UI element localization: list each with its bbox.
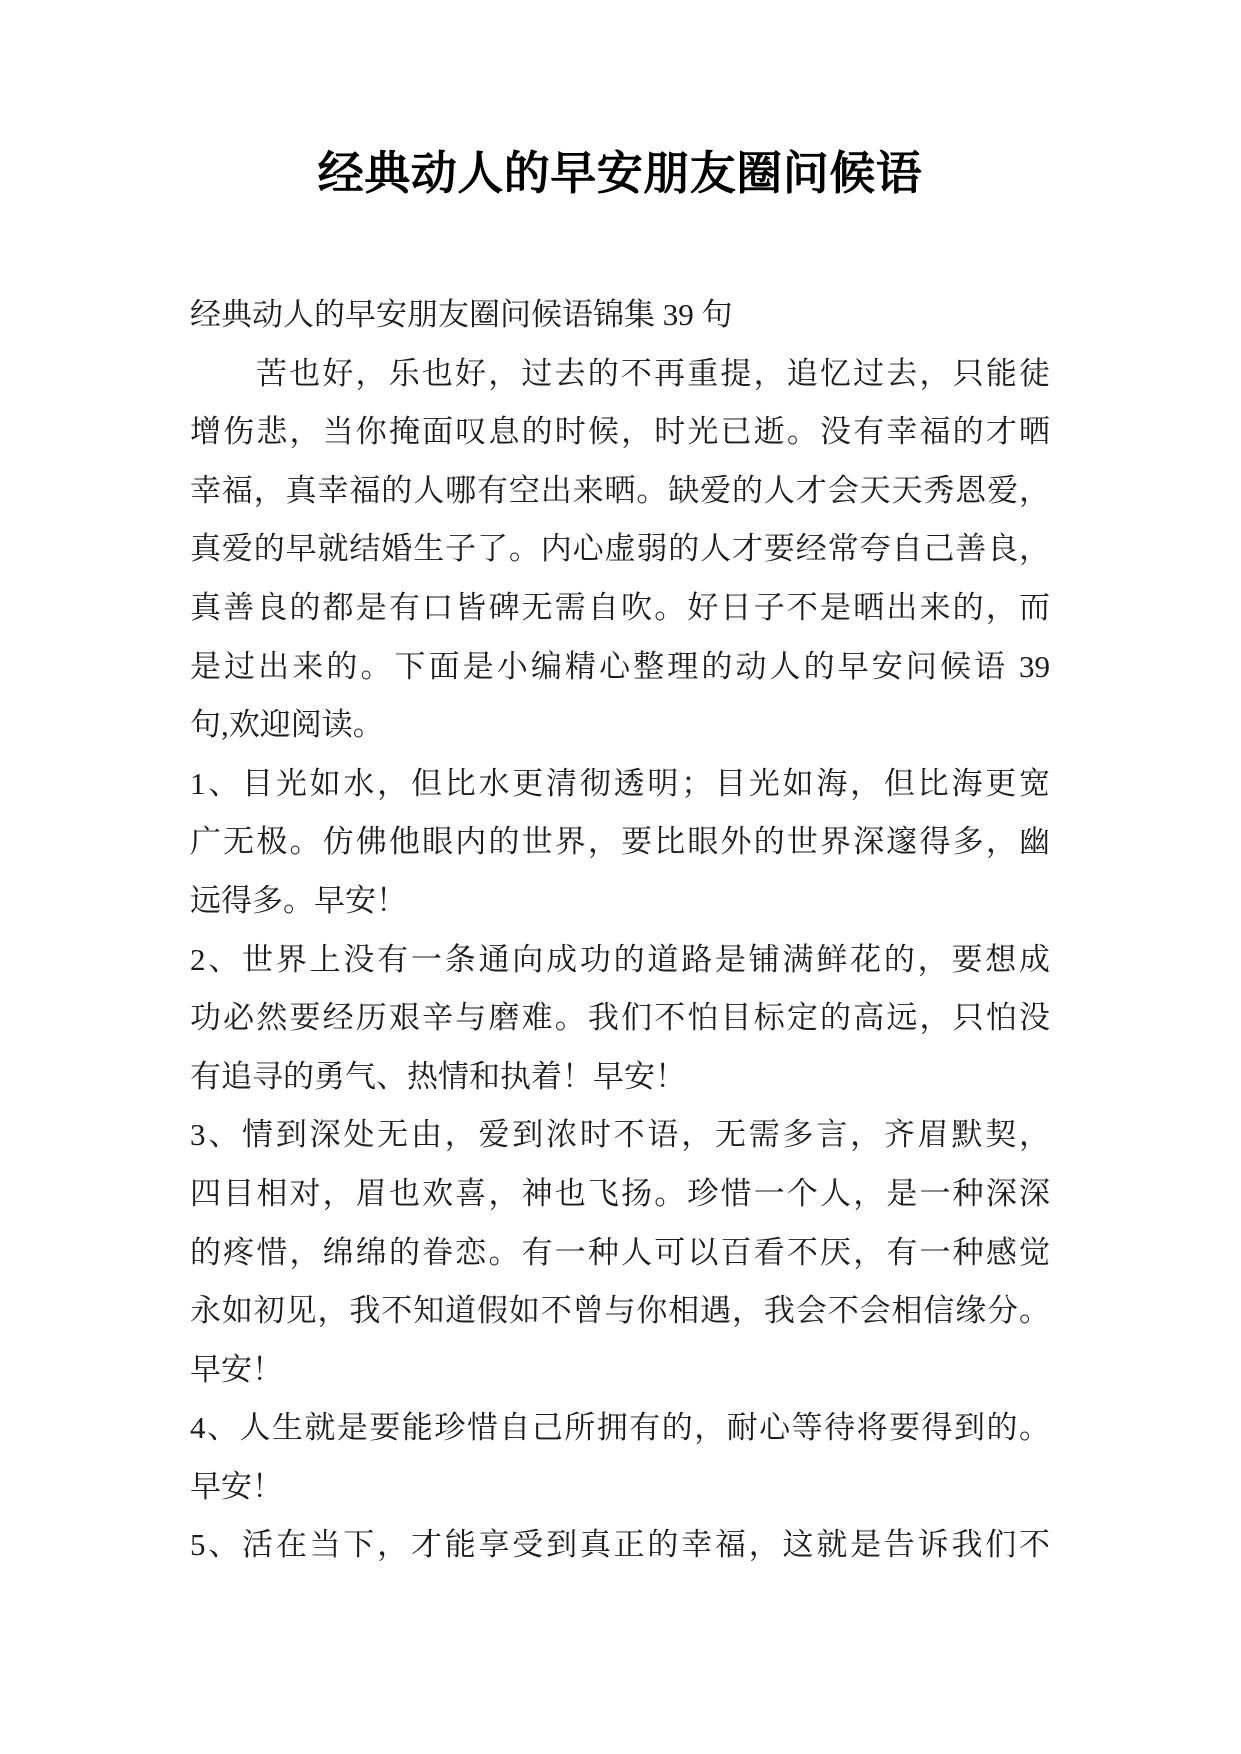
text-line: 幸福，真幸福的人哪有空出来晒。缺爱的人才会天天秀恩爱， (190, 472, 1050, 508)
text-line: 四目相对，眉也欢喜，神也飞扬。珍惜一个人，是一种深深 (190, 1175, 1050, 1211)
text-line: 早安！ (190, 1351, 283, 1387)
paragraph-item-4 (190, 1399, 1050, 1516)
paragraph-subtitle (190, 286, 1050, 345)
text-line: 是过出来的。下面是小编精心整理的动人的早安问候语 39 (190, 648, 1050, 684)
text-line: 功必然要经历艰辛与磨难。我们不怕目标定的高远，只怕没 (190, 1000, 1050, 1036)
text-line: 2、世界上没有一条通向成功的道路是铺满鲜花的，要想成 (190, 941, 1050, 977)
paragraph-item-1 (190, 755, 1050, 931)
text-line: 增伤悲，当你掩面叹息的时候，时光已逝。没有幸福的才晒 (190, 414, 1050, 450)
text-line: 真爱的早就结婚生子了。内心虚弱的人才要经常夸自己善良， (190, 531, 1050, 567)
text-line: 有追寻的勇气、热情和执着！早安！ (190, 1058, 686, 1094)
text-line: 3、情到深处无由，爱到浓时不语，无需多言，齐眉默契， (190, 1117, 1050, 1153)
text-line: 真善良的都是有口皆碑无需自吹。好日子不是晒出来的，而 (190, 589, 1050, 625)
text-line: 句,欢迎阅读。 (190, 707, 384, 743)
text-line: 苦也好，乐也好，过去的不再重提，追忆过去，只能徒 (256, 355, 1050, 391)
text-line: 远得多。早安！ (190, 882, 407, 918)
paragraph-item-3 (190, 1106, 1050, 1399)
paragraph-item-5 (190, 1516, 1050, 1575)
document-title: 经典动人的早安朋友圈问候语 (317, 148, 923, 199)
text-line: 经典动人的早安朋友圈问候语锦集 39 句 (190, 297, 733, 332)
paragraph-item-2 (190, 931, 1050, 1107)
text-line: 1、目光如水，但比水更清彻透明；目光如海，但比海更宽 (190, 765, 1050, 801)
text-line: 的疼惜，绵绵的眷恋。有一种人可以百看不厌，有一种感觉 (190, 1234, 1050, 1270)
paragraph-intro (190, 345, 1050, 755)
text-line: 永如初见，我不知道假如不曾与你相遇，我会不会相信缘分。 (190, 1293, 1050, 1329)
document-body (190, 286, 1050, 1575)
text-line: 5、活在当下，才能享受到真正的幸福，这就是告诉我们不 (190, 1527, 1050, 1563)
text-line: 早安！ (190, 1468, 283, 1504)
text-line: 广无极。仿佛他眼内的世界，要比眼外的世界深邃得多，幽 (190, 824, 1050, 860)
text-line: 4、人生就是要能珍惜自己所拥有的，耐心等待将要得到的。 (190, 1410, 1050, 1446)
